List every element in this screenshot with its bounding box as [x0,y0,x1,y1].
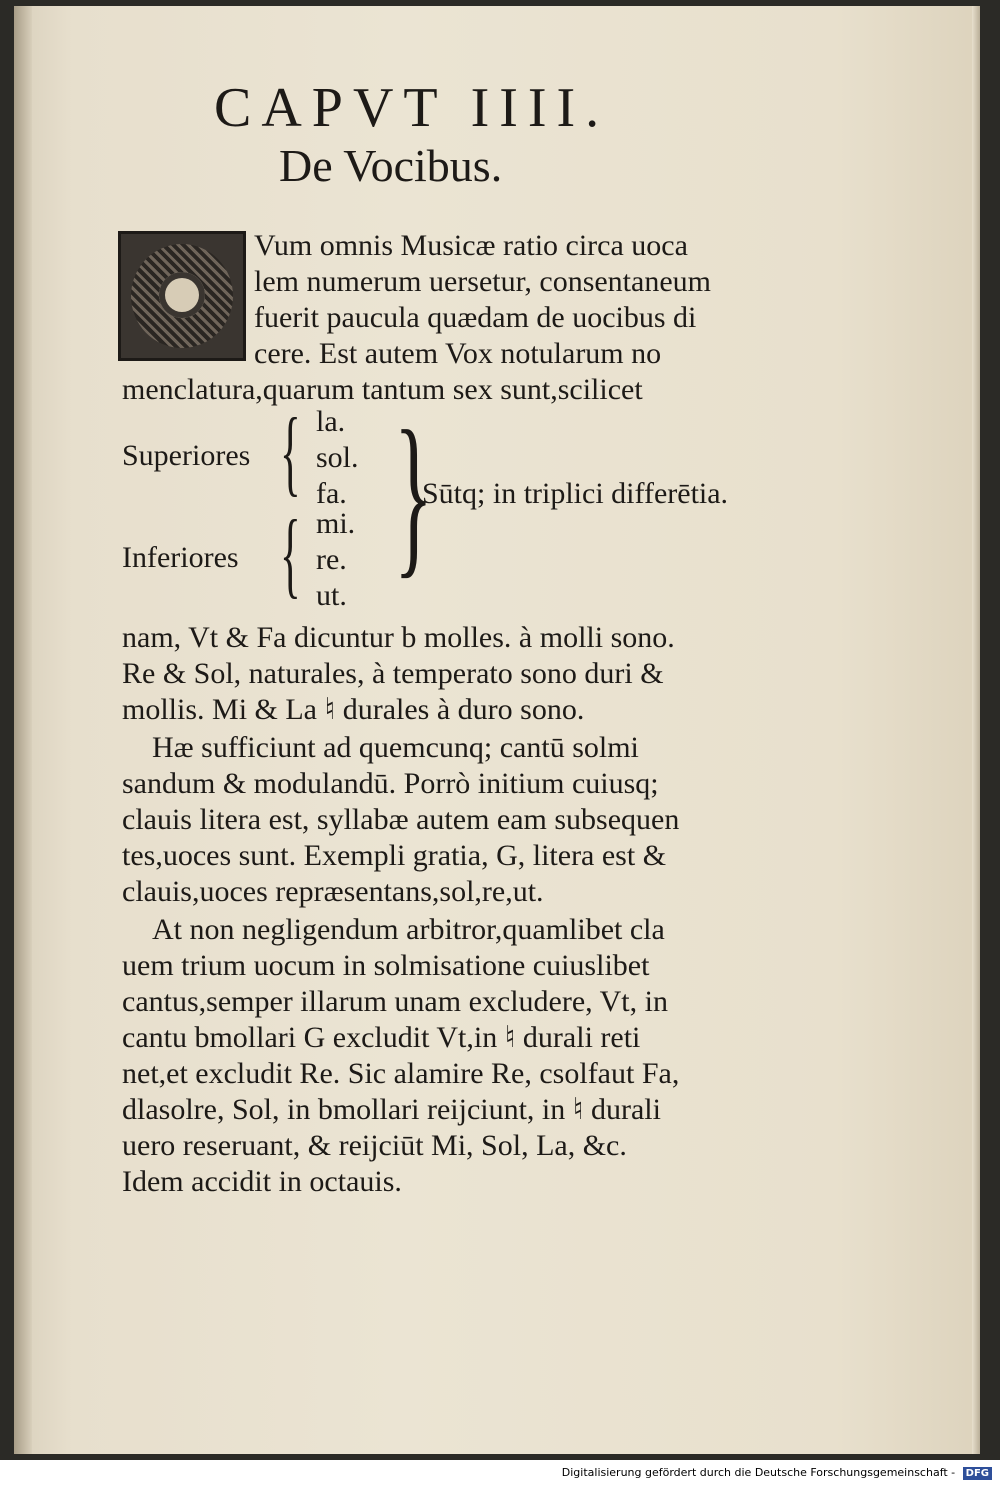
intro-line: cere. Est autem Vox notularum no [254,337,662,370]
brace-note: Sūtq; in triplici differētia. [422,477,729,510]
decorated-initial [118,231,246,361]
body-line: nam, Vt & Fa dicuntur b molles. à molli sono. [122,621,675,654]
chapter-heading: CAPVT IIII. [214,77,610,139]
voice-re: re. [316,543,347,576]
book-page [14,6,980,1454]
inferiores-label: Inferiores [122,541,239,574]
body-line: dlasolre, Sol, in bmollari reijciunt, in ♮ durali [122,1093,661,1126]
body-line: Idem accidit in octauis. [122,1165,402,1198]
body-line: At non negligendum arbitror,quamlibet cla [152,913,665,946]
left-brace-icon: { [280,500,301,607]
right-brace-icon: } [394,394,433,593]
voice-ut: ut. [316,579,347,612]
body-line: cantu bmollari G excludit Vt,in ♮ durali reti [122,1021,641,1054]
body-line: clauis,uoces repræsentans,sol,re,ut. [122,875,544,908]
digitization-footer [562,1466,992,1480]
voice-la: la. [316,405,346,438]
body-line: clauis litera est, syllabæ autem eam subsequen [122,803,680,836]
left-brace-icon: { [280,398,301,505]
body-line: mollis. Mi & La ♮ durales à duro sono. [122,693,585,726]
page-gutter [14,6,32,1454]
voice-fa: fa. [316,477,347,510]
body-line: tes,uoces sunt. Exempli gratia, G, litera est & [122,839,667,872]
body-line: net,et excludit Re. Sic alamire Re, csolfaut Fa, [122,1057,680,1090]
body-line: cantus,semper illarum unam excludere, Vt, in [122,985,668,1018]
voice-sol: sol. [316,441,359,474]
dfg-logo: DFG [963,1467,992,1480]
intro-line: lem numerum uersetur, consentaneum [254,265,711,298]
page-edge [972,6,980,1454]
initial-flower-icon [159,272,205,318]
superiores-label: Superiores [122,439,251,472]
chapter-subtitle: De Vocibus. [279,140,503,191]
body-line: Hæ sufficiunt ad quemcunq; cantū solmi [152,731,639,764]
body-line: uero reseruant, & reijciūt Mi, Sol, La, &c. [122,1129,627,1162]
intro-line: Vum omnis Musicæ ratio circa uoca [254,229,688,262]
intro-line: fuerit paucula quædam de uocibus di [254,301,697,334]
body-line: uem trium uocum in solmisatione cuiuslibet [122,949,650,982]
body-line: Re & Sol, naturales, à temperato sono duri & [122,657,664,690]
body-line: sandum & modulandū. Porrò initium cuiusq; [122,767,659,800]
intro-line: menclatura,quarum tantum sex sunt,scilicet [122,373,643,406]
voice-mi: mi. [316,507,356,540]
footer-text: Digitalisierung gefördert durch die Deutsche Forschungsgemeinschaft - [561,1466,956,1479]
